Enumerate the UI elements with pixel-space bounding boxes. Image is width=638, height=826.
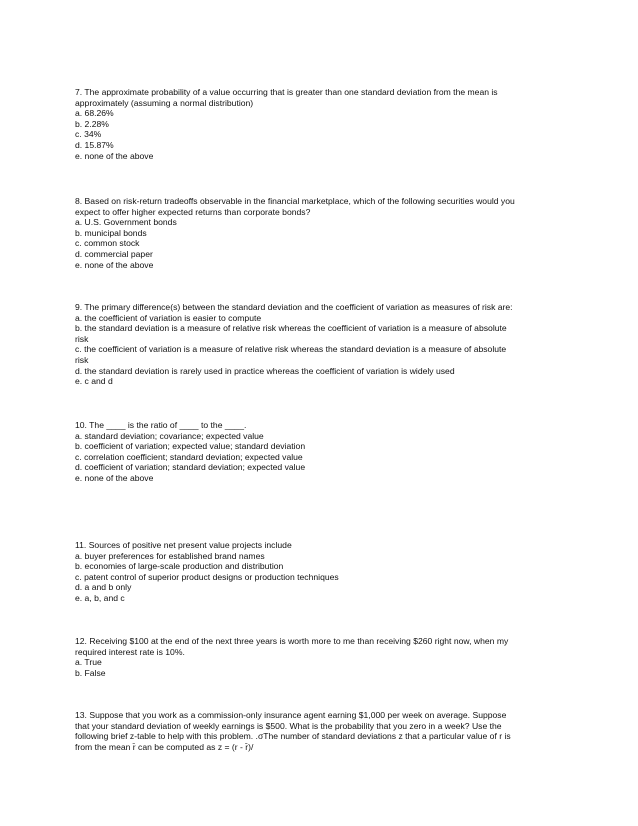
question-9-option-e: e. c and d	[75, 376, 113, 387]
question-9-option-c: c. the coefficient of variation is a measure of relative risk whereas the standard deviation is a measure of absolute	[75, 344, 507, 355]
question-13-line-4: from the mean r̄ can be computed as z = (r - r̄)/	[75, 741, 254, 752]
question-12-option-a: a. True	[75, 657, 102, 668]
question-11-option-a: a. buyer preferences for established brand names	[75, 550, 265, 561]
question-13-line-3: following brief z-table to help with this problem. .σThe number of standard deviations z that a particular value of r is	[75, 731, 511, 742]
question-7-stem-cont: approximately (assuming a normal distribution)	[75, 97, 254, 108]
question-10-option-c: c. correlation coefficient; standard deviation; expected value	[75, 451, 303, 462]
question-9-option-b-cont: risk	[75, 333, 89, 344]
question-8-stem-cont: expect to offer higher expected returns than corporate bonds?	[75, 206, 311, 217]
question-8-option-a: a. U.S. Government bonds	[75, 217, 177, 228]
question-9-stem: 9. The primary difference(s) between the standard deviation and the coefficient of variation as measures of risk are:	[75, 302, 513, 312]
question-8-option-c: c. common stock	[75, 238, 140, 249]
question-10	[75, 420, 575, 484]
question-7-option-e: e. none of the above	[75, 150, 154, 161]
question-10-option-d: d. coefficient of variation; standard deviation; expected value	[75, 462, 306, 473]
question-13-line-1: 13. Suppose that you work as a commission-only insurance agent earning $1,000 per week on average. Suppose	[75, 710, 507, 720]
question-11-option-c: c. patent control of superior product designs or production techniques	[75, 571, 339, 582]
question-10-option-e: e. none of the above	[75, 472, 154, 483]
question-13	[75, 710, 575, 752]
question-8-option-d: d. commercial paper	[75, 248, 153, 259]
question-11-option-b: b. economies of large-scale production and distribution	[75, 561, 284, 572]
question-10-option-b: b. coefficient of variation; expected value; standard deviation	[75, 441, 306, 452]
question-9-option-a: a. the coefficient of variation is easier to compute	[75, 312, 262, 323]
question-10-option-a: a. standard deviation; covariance; expected value	[75, 430, 264, 441]
question-10-stem: 10. The ____ is the ratio of ____ to the ____.	[75, 420, 247, 430]
question-7-option-a: a. 68.26%	[75, 108, 114, 119]
question-7-stem: 7. The approximate probability of a value occurring that is greater than one standard deviation from the mean is	[75, 87, 498, 97]
question-7-option-b: b. 2.28%	[75, 118, 109, 129]
question-11-option-e: e. a, b, and c	[75, 592, 125, 603]
question-9-option-b: b. the standard deviation is a measure of relative risk whereas the coefficient of variation is a measure of absolute	[75, 323, 507, 334]
question-12-option-b: b. False	[75, 667, 106, 678]
question-8	[75, 196, 575, 270]
question-11	[75, 540, 575, 604]
question-7-option-c: c. 34%	[75, 129, 102, 140]
question-7-option-d: d. 15.87%	[75, 139, 114, 150]
question-9	[75, 302, 575, 387]
question-12-stem-cont: required interest rate is 10%.	[75, 646, 185, 657]
question-8-option-b: b. municipal bonds	[75, 227, 147, 238]
question-12-stem: 12. Receiving $100 at the end of the next three years is worth more to me than receiving $260 right now, when my	[75, 636, 509, 646]
question-11-option-d: d. a and b only	[75, 582, 132, 593]
question-12	[75, 636, 575, 678]
question-7	[75, 87, 575, 161]
question-9-option-c-cont: risk	[75, 354, 89, 365]
question-8-option-e: e. none of the above	[75, 259, 154, 270]
question-9-option-d: d. the standard deviation is rarely used in practice whereas the coefficient of variation is widely used	[75, 365, 455, 376]
question-8-stem: 8. Based on risk-return tradeoffs observable in the financial marketplace, which of the following securities would you	[75, 196, 515, 206]
question-13-line-2: that your standard deviation of weekly earnings is $500. What is the probability that you zero in a week? Use the	[75, 720, 502, 731]
question-11-stem: 11. Sources of positive net present value projects include	[75, 540, 292, 550]
